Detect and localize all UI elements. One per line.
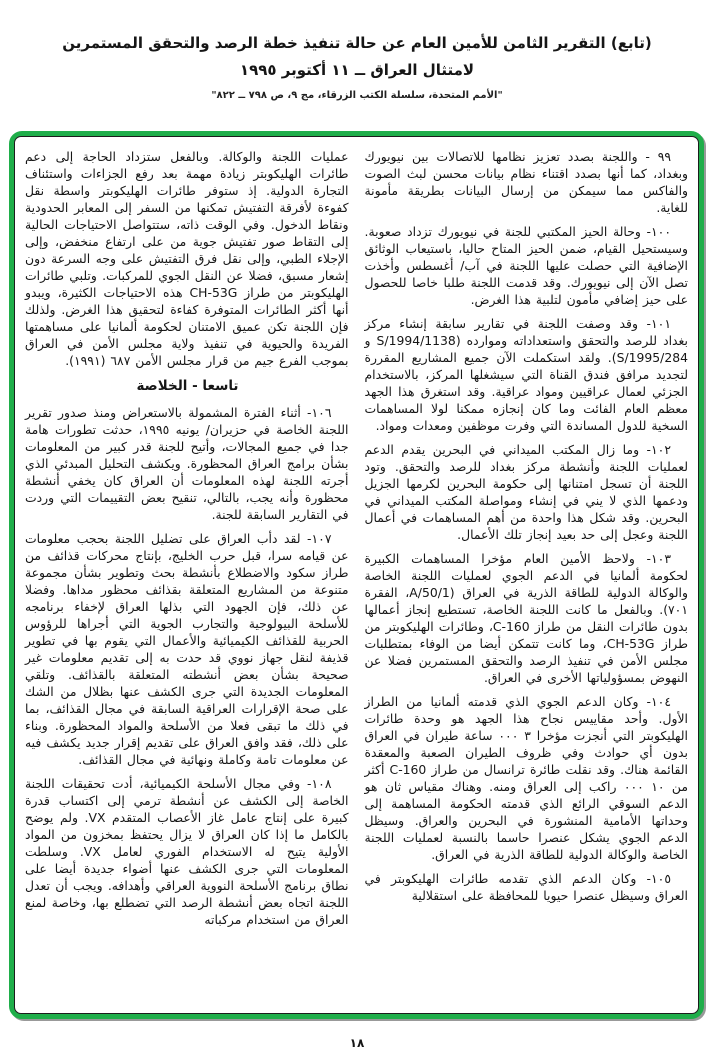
paragraph-106: ١٠٦- أثناء الفترة المشمولة بالاستعراض ومنذ صدور تقرير اللجنة الخاصة في حزيران/ يونيه ١٩٩٥، حدثت تطورات هامة جدا في جميع المجالات، وأتيح للجنة قدر كبير من المعلومات بشأن برامج العراق المحظورة. ويكشف التحليل المبدئي الذي أجرته اللجنة لهذه المعلومات أن العراق كان يخفي أنشطة محظورة وأنه يجب، بالتالي، تنقيح بعض التقييمات التي وردت في التقارير السابقة للجنة. [25, 405, 349, 522]
paragraph-103: ١٠٣- ولاحظ الأمين العام مؤخرا المساهمات الكبيرة لحكومة ألمانيا في الدعم الجوي لعمليات اللجنة الخاصة والوكالة الدولية للطاقة الذرية في العراق (A/50/1، الفقرة ٧٠١). وبالفعل ما كانت اللجنة الخاصة، تستطيع إنجاز أعمالها بدون طائرات النقل من طراز C-160، وطائرات الهليكوبتر من طراز CH-53G، وما كانت تتمكن أيضا من الوفاء بمتطلبات مجلس الأمن في تنفيذ الرصد والتحقق المستمرين فضلا عن النهوض بمسؤولياتها الأخرى في العراق. [364, 551, 689, 685]
report-header [0, 0, 714, 101]
paragraph-104: ١٠٤- وكان الدعم الجوي الذي قدمته ألمانيا من الطراز الأول. وأحد مقاييس نجاح هذا الجهد هو وحدة طائرات الهليكوبتر التي أنجزت مؤخرا ٣ ٠٠٠ ساعة طيران في العراق بدون أي حوادث وفي ظروف الطيران الصعبة والمعقدة القائمة هناك. وقد نقلت طائرة ترانسال من طراز C-160 أكثر من ١٠ ٠٠٠ راكب إلى العراق ومنه. وهناك مقياس ثان هو الدعم السوقي الرائع الذي قدمته الحكومة المساهمة إلى وحداتها الأمامية المنشورة في البحرين والعراق. وسيظل الدعم الجوي يشكل عنصرا حاسما بالنسبة لعمليات اللجنة الخاصة والوكالة الدولية للطاقة الذرية في العراق. [364, 694, 688, 862]
page-number: ١٨ [349, 1036, 365, 1050]
paragraph-101: ١٠١- وقد وصفت اللجنة في تقارير سابقة إنشاء مركز بغداد للرصد والتحقق واستعداداته وموارده (S/1994/1138 و S/1995/284). ولقد استكملت الآن جميع المشاريع المقررة لتجديد مرافق فندق القناة التي سيشغلها المركز، بالاستخدام الجزئي لعمال عراقيين ومواد عراقية. وقد استغرق هذا الجهد معظم العام الفائت وما كان إنجازه ممكنا لولا المساهمات السخية للدول المساندة التي وفرت موظفين ومعدات ومواد. [364, 316, 688, 433]
paragraph-105-continuation: عمليات اللجنة والوكالة. وبالفعل ستزداد الحاجة إلى دعم طائرات الهليكوبتر زيادة مهمة بعد رفع الجزاءات واستئناف التجارة الدولية. إذ ستوفر طائرات الهليكوبتر واسطة نقل كفوءة لأفرقة التفتيش تمكنها من السفر إلى المعابر الحدودية ونقاط الدخول. وفي الوقت ذاته، ستتواصل الاحتياجات الحالية إلى التقاط صور تفتيش جوية من على ارتفاع منخفض، وإلى الإجلاء الطبي، وإلى نقل فرق التفتيش على وجه السرعة دون إشعار مسبق، فضلا عن النقل الجوي للمركبات. وتلبي طائرات الهليكوبتر من طراز CH-53G هذه الاحتياجات الكثيرة، ويبدو أنها أكثر الطائرات المتوفرة كفاءة لتحقيق هذا الغرض. ولذلك فإن اللجنة تكن عميق الامتنان لحكومة ألمانيا على مساهمتها الفريدة والحيوية في تنفيذ ولاية مجلس الأمن في العراق بموجب الفرع جيم من قرار مجلس الأمن ٦٨٧ (١٩٩١). [25, 149, 349, 368]
report-title-line1: (تابع) التقرير الثامن للأمين العام عن حالة تنفيذ خطة الرصد والتحقق المستمرين [62, 34, 652, 52]
column-left [25, 148, 349, 1005]
report-title-date: لامتثال العراق ــ ١١ أكتوبر ١٩٩٥ [239, 61, 475, 79]
paragraph-100: ١٠٠- وحالة الحيز المكتبي للجنة في نيويورك تزداد صعوبة. وسيستحيل القيام، ضمن الحيز المتاح حاليا، باستيعاب الوثائق الإضافية التي حصلت عليها اللجنة في آب/ أغسطس وأخذت تصل الآن إلى نيويورك. وقد قدمت اللجنة طلبا خاصا للحصول على حيز إضافي مأمون لتلبية هذا الغرض. [364, 224, 688, 307]
source-citation: "الأمم المتحدة، سلسلة الكتب الزرقاء، مج ٩، ص ٧٩٨ ــ ٨٢٢" [211, 90, 503, 101]
content-box-inner [14, 136, 699, 1014]
paragraph-102: ١٠٢- وما زال المكتب الميداني في البحرين يقدم الدعم لعمليات اللجنة وأنشطة مركز بغداد للرصد والتحقق. وتود اللجنة أن تسجل امتنانها إلى حكومة البحرين لكرمها الجزيل ودعمها الذي لا يني في إنشاء ومواصلة المكتب الميداني في البحرين. وقد شكل هذا واحدة من أهم المساهمات في أعمال اللجنة وعجل إلى حد بعيد إنجاز تلك الأعمال. [364, 442, 688, 542]
paragraph-108: ١٠٨- وفي مجال الأسلحة الكيميائية، أدت تحقيقات اللجنة الخاصة إلى الكشف عن أنشطة ترمي إلى اكتساب قدرة كبيرة على إنتاج عامل غاز الأعصاب المتقدم VX. ولم يوضح بالكامل ما إذا كان العراق لا يزال يحتفظ بمخزون من المواد الأولية يتيح له الاستخدام الفوري لعامل VX. وسلطت المعلومات التي جرى الكشف عنها أضواء جديدة أيضا على نطاق برنامج الأسلحة النووية العراقي وأهدافه. ويجب أن تعدل اللجنة اتجاه بعض أنشطة الرصد التي تضطلع بها، وخاصة لمنع العراق من استخدام مركباته [25, 776, 349, 927]
column-right [365, 148, 689, 1005]
content-box [9, 131, 704, 1019]
paragraph-107: ١٠٧- لقد دأب العراق على تضليل اللجنة بحجب معلومات عن قيامه سرا، قبل حرب الخليج، بإنتاج محركات قذائف من طراز سكود والاضطلاع بأنشطة بحث وتطوير بشأن مجموعة متنوعة من المشاريع المتعلقة بقذائف محظور مداها. وفضلا عن ذلك، فإن الجهود التي بذلها العراق لإخفاء برنامجه للأسلحة البيولوجية والتجارب الجوية التي أجراها للرؤوس الحربية للقذائف الكيميائية والأعمال التي يقوم بها في تطوير قذيفة لنقل جهاز نووي قد حدت به إلى تقديم معلومات غير صحيحة بشأن بعض أنشطته المتعلقة بالقذائف. وتلقي المعلومات الجديدة التي جرى الكشف عنها بظلال من الشك على صحة الإقرارات العراقية السابقة في مجال القذائف، بما في ذلك ما تبقى فعلا من الأسلحة والمواد المحظورة. وبناء على ذلك، فقد وافق العراق على تقديم إقرار جديد يكشف فيه عن معلومات تامة وكاملة ونهائية في مجال القذائف. [25, 531, 349, 767]
paragraph-99: ٩٩ - واللجنة بصدد تعزيز نظامها للاتصالات بين نيويورك وبغداد، كما أنها بصدد اقتناء نظام بيانات محسن لبث الصوت والفاكس مما سيمكن من إرسال البيانات بطريقة مأمونة للغاية. [364, 149, 688, 215]
section-heading-conclusion: تاسعا - الخلاصة [136, 378, 239, 394]
two-column-layout [25, 148, 688, 1005]
paragraph-105: ١٠٥- وكان الدعم الذي تقدمه طائرات الهليكوبتر في العراق وسيظل عنصرا حيويا للمحافظة على استقلالية [364, 871, 688, 903]
